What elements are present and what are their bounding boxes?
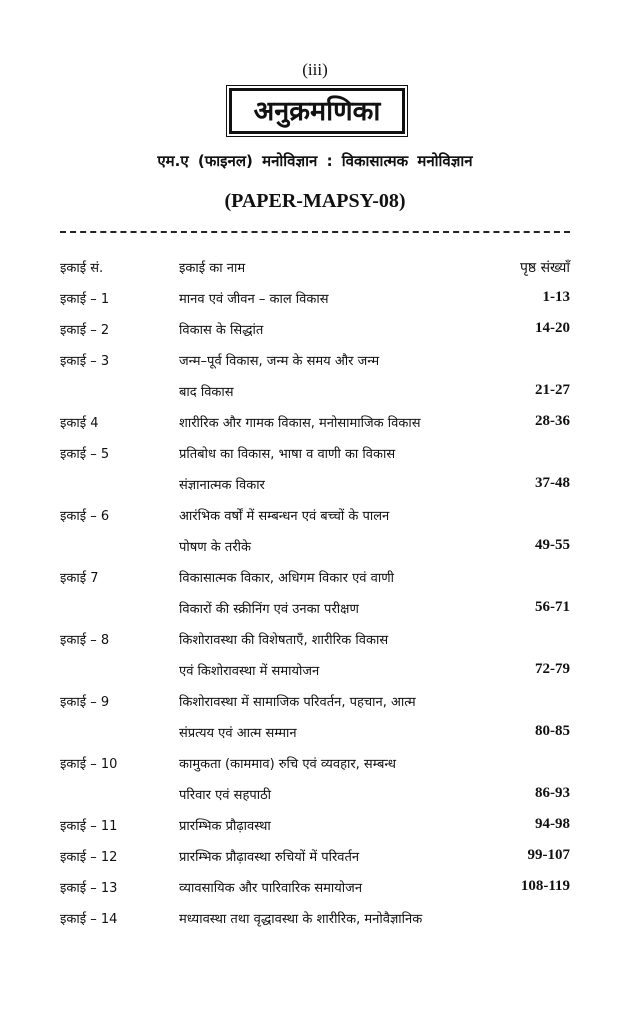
toc-unit-number: इकाई – 14 — [60, 912, 118, 927]
toc-unit-number: इकाई – 13 — [60, 881, 118, 896]
toc-unit-title: कामुकता (काममाव) रुचि एवं व्यवहार, सम्बन्ध — [179, 757, 396, 772]
toc-unit-title: व्यावसायिक और पारिवारिक समायोजन — [179, 881, 363, 896]
toc-page-range: 56-71 — [535, 599, 570, 615]
toc-unit-title: प्रतिबोध का विकास, भाषा व वाणी का विकास — [179, 447, 396, 462]
toc-page-range: 80-85 — [535, 723, 570, 739]
toc-unit-title: परिवार एवं सहपाठी — [179, 788, 272, 803]
toc-unit-title: विकारों की स्क्रीनिंग एवं उनका परीक्षण — [179, 602, 359, 617]
toc-unit-title: आरंभिक वर्षों में सम्बन्धन एवं बच्चों के पालन — [179, 509, 390, 524]
toc-page-range: 72-79 — [535, 661, 570, 677]
toc-unit-number: इकाई – 1 — [60, 292, 110, 307]
page-title: अनुक्रमणिका — [253, 95, 381, 127]
course-subtitle: एम.ए (फाइनल) मनोविज्ञान : विकासात्मक मनोविज्ञान — [157, 152, 473, 170]
toc-unit-number: इकाई – 5 — [60, 447, 110, 462]
toc-unit-title: मानव एवं जीवन – काल विकास — [179, 292, 329, 307]
toc-page-range: 94-98 — [535, 816, 570, 832]
toc-page-range: 28-36 — [535, 413, 570, 429]
toc-page-range: 14-20 — [535, 320, 570, 336]
toc-unit-title: पोषण के तरीके — [179, 540, 251, 555]
toc-unit-number: इकाई – 10 — [60, 757, 118, 772]
toc-unit-title: किशोरावस्था की विशेषताएँ, शारीरिक विकास — [179, 633, 389, 648]
toc-page-range: 21-27 — [535, 382, 570, 398]
toc-unit-number: इकाई – 3 — [60, 354, 110, 369]
title-box — [229, 88, 405, 134]
paper-code: (PAPER-MAPSY-08) — [224, 190, 406, 212]
toc-page-range: 1-13 — [542, 289, 570, 305]
toc-unit-title: किशोरावस्था में सामाजिक परिवर्तन, पहचान, आत्म — [179, 695, 416, 710]
toc-unit-number: इकाई – 6 — [60, 509, 110, 524]
toc-page-range: 99-107 — [527, 847, 570, 863]
toc-unit-number: इकाई – 9 — [60, 695, 110, 710]
header-unit-name: इकाई का नाम — [179, 261, 246, 276]
header-unit-no: इकाई सं. — [60, 261, 104, 276]
toc-page-range: 86-93 — [535, 785, 570, 801]
toc-page-range: 49-55 — [535, 537, 570, 553]
toc-unit-number: इकाई – 11 — [60, 819, 118, 834]
toc-unit-title: विकास के सिद्धांत — [179, 323, 264, 338]
toc-unit-title: प्रारम्भिक प्रौढ़ावस्था — [179, 819, 271, 834]
header-page-no: पृष्ठ संख्याँ — [519, 260, 570, 276]
toc-unit-number: इकाई – 8 — [60, 633, 110, 648]
toc-unit-title: संप्रत्यय एवं आत्म सम्मान — [179, 726, 297, 741]
toc-unit-title: मध्यावस्था तथा वृद्धावस्था के शारीरिक, मनोवैज्ञानिक — [179, 912, 423, 927]
toc-unit-number: इकाई 4 — [60, 416, 99, 431]
page-number: (iii) — [302, 60, 328, 79]
toc-unit-number: इकाई – 2 — [60, 323, 110, 338]
toc-unit-title: एवं किशोरावस्था में समायोजन — [179, 664, 320, 679]
toc-unit-title: विकासात्मक विकार, अधिगम विकार एवं वाणी — [179, 571, 394, 586]
toc-page-range: 108-119 — [520, 878, 570, 894]
dashed-divider — [60, 231, 570, 233]
toc-unit-number: इकाई – 12 — [60, 850, 118, 865]
toc-unit-number: इकाई 7 — [60, 571, 99, 586]
toc-page-range: 37-48 — [535, 475, 570, 491]
toc-unit-title: प्रारम्भिक प्रौढ़ावस्था रुचियों में परिवर्तन — [179, 850, 360, 865]
toc-unit-title: शारीरिक और गामक विकास, मनोसामाजिक विकास — [179, 416, 421, 431]
toc-unit-title: संज्ञानात्मक विकार — [179, 478, 265, 493]
toc-unit-title: जन्म–पूर्व विकास, जन्म के समय और जन्म — [179, 354, 380, 369]
toc-unit-title: बाद विकास — [179, 385, 234, 400]
